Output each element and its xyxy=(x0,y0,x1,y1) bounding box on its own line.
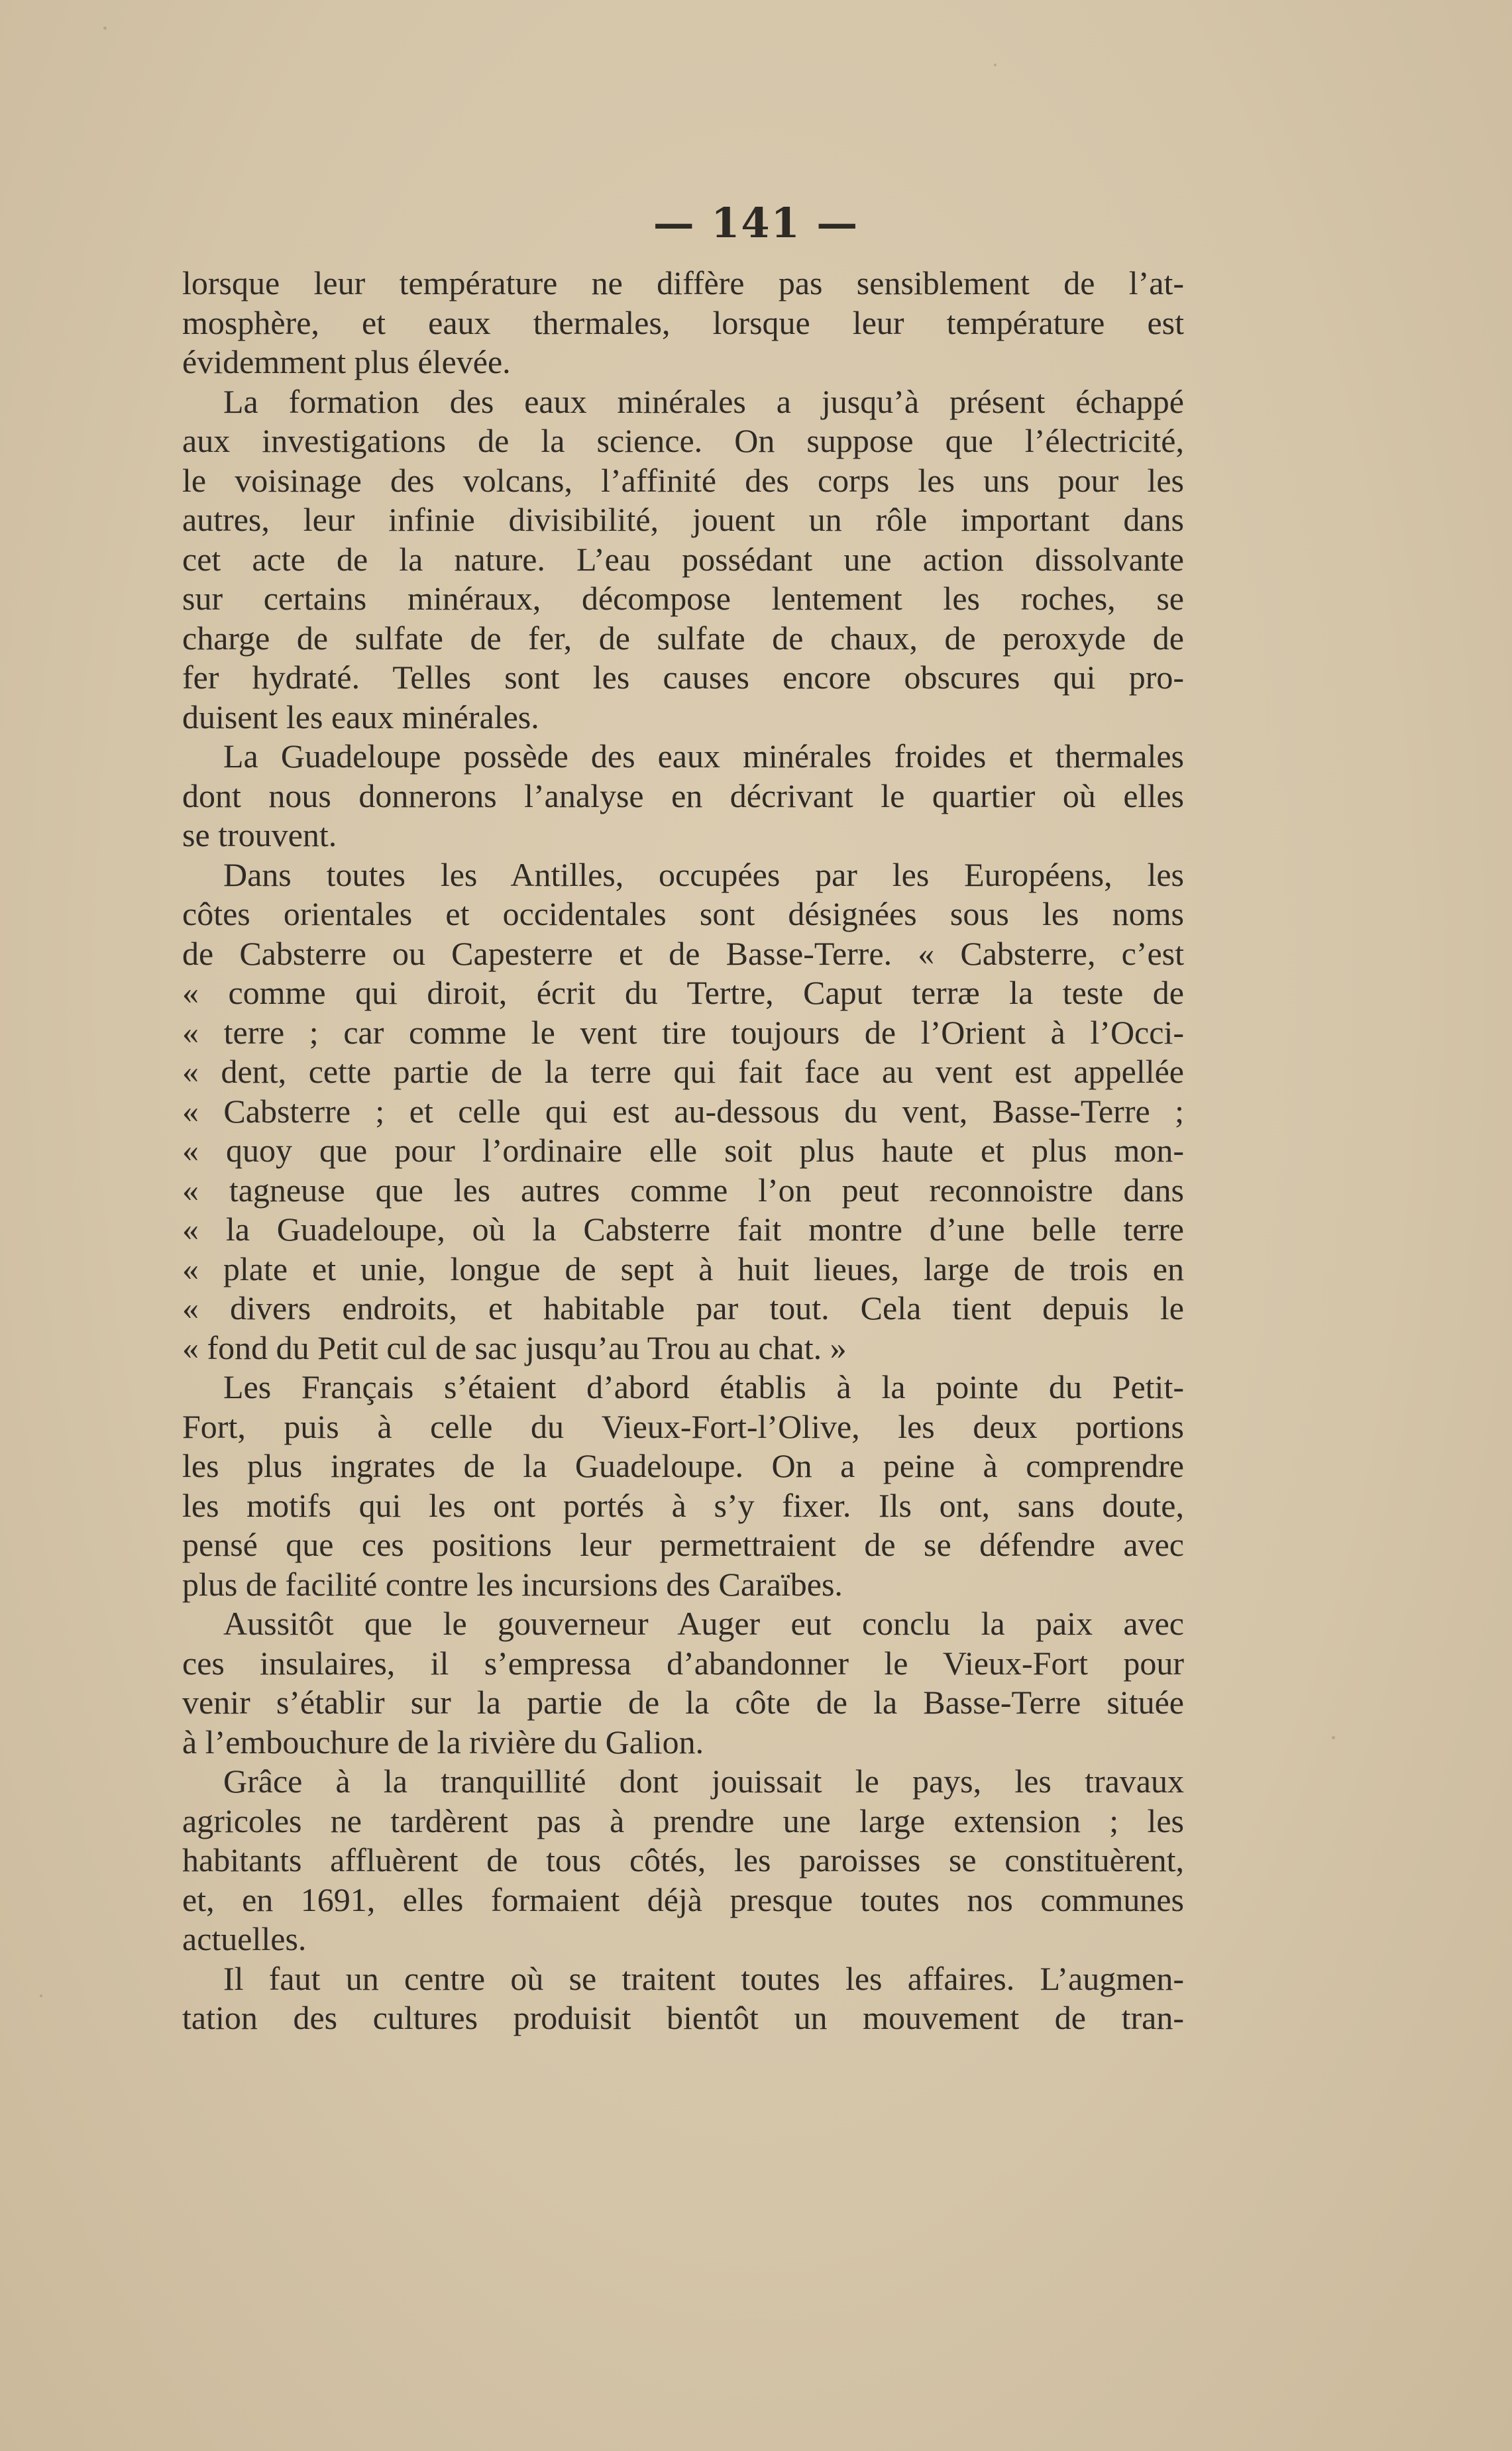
text-line: fer hydraté. Telles sont les causes encore obscures qui pro- xyxy=(182,659,1184,696)
text-line: habitants affluèrent de tous côtés, les paroisses se constituèrent, xyxy=(182,1841,1184,1879)
text-line: sur certains minéraux, décompose lentement les roches, se xyxy=(182,580,1184,617)
text-line: dont nous donnerons l’analyse en décrivant le quartier où elles xyxy=(182,777,1184,814)
text-line: lorsque leur température ne diffère pas sensiblement de l’at- xyxy=(182,264,1184,301)
text-line: « terre ; car comme le vent tire toujours de l’Orient à l’Occi- xyxy=(182,1013,1184,1051)
text-line: « Cabsterre ; et celle qui est au-dessous du vent, Basse-Terre ; xyxy=(182,1092,1184,1130)
text-line: le voisinage des volcans, l’affinité des corps les uns pour les xyxy=(182,461,1184,499)
text-line: les motifs qui les ont portés à s’y fixer. Ils ont, sans doute, xyxy=(182,1486,1184,1524)
text-line: Grâce à la tranquillité dont jouissait le pays, les travaux xyxy=(223,1763,1184,1800)
page-number: — 141 — xyxy=(653,199,859,247)
text-line: Les Français s’étaient d’abord établis à la pointe du Petit- xyxy=(223,1368,1184,1405)
text-line: les plus ingrates de la Guadeloupe. On a peine à comprendre xyxy=(182,1447,1184,1484)
text-line: côtes orientales et occidentales sont désignées sous les noms xyxy=(182,895,1184,932)
text-line: aux investigations de la science. On suppose que l’électricité, xyxy=(182,422,1184,459)
paper-speck xyxy=(994,64,997,66)
body-text xyxy=(182,264,1184,2038)
text-line: évidemment plus élevée. xyxy=(182,343,511,380)
text-line: pensé que ces positions leur permettraient de se défendre avec xyxy=(182,1526,1184,1563)
text-line: et, en 1691, elles formaient déjà presque toutes nos communes xyxy=(182,1880,1184,1918)
text-line: « dent, cette partie de la terre qui fait face au vent est appellée xyxy=(182,1053,1184,1090)
text-line: « la Guadeloupe, où la Cabsterre fait montre d’une belle terre xyxy=(182,1211,1184,1248)
text-line: « fond du Petit cul de sac jusqu’au Trou au chat. » xyxy=(182,1329,847,1366)
paper-speck xyxy=(103,27,107,30)
text-line: duisent les eaux minérales. xyxy=(182,698,539,735)
text-line: « plate et unie, longue de sept à huit lieues, large de trois en xyxy=(182,1250,1184,1287)
text-line: à l’embouchure de la rivière du Galion. xyxy=(182,1723,704,1761)
text-line: se trouvent. xyxy=(182,816,337,853)
text-line: La formation des eaux minérales a jusqu’à présent échappé xyxy=(223,382,1184,420)
text-line: de Cabsterre ou Capesterre et de Basse-Terre. « Cabsterre, c’est xyxy=(182,934,1184,972)
text-line: « comme qui diroit, écrit du Tertre, Caput terræ la teste de xyxy=(182,974,1184,1011)
text-line: charge de sulfate de fer, de sulfate de chaux, de peroxyde de xyxy=(182,619,1184,657)
text-line: Il faut un centre où se traitent toutes les affaires. L’augmen- xyxy=(223,1959,1184,1997)
paper-speck xyxy=(40,1994,42,1997)
text-line: Aussitôt que le gouverneur Auger eut conclu la paix avec xyxy=(223,1605,1184,1642)
text-line: « quoy que pour l’ordinaire elle soit plus haute et plus mon- xyxy=(182,1132,1184,1169)
paper-speck xyxy=(1332,1736,1335,1739)
text-line: « tagneuse que les autres comme l’on peut reconnoistre dans xyxy=(182,1171,1184,1209)
text-line: autres, leur infinie divisibilité, jouent un rôle important dans xyxy=(182,501,1184,538)
text-line: venir s’établir sur la partie de la côte de la Basse-Terre située xyxy=(182,1684,1184,1721)
text-line: cet acte de la nature. L’eau possédant une action dissolvante xyxy=(182,540,1184,578)
text-line: Dans toutes les Antilles, occupées par les Européens, les xyxy=(223,855,1184,893)
text-line: « divers endroits, et habitable par tout. Cela tient depuis le xyxy=(182,1289,1184,1327)
text-line: mosphère, et eaux thermales, lorsque leur température est xyxy=(182,303,1184,341)
text-line: tation des cultures produisit bientôt un mouvement de tran- xyxy=(182,1999,1184,2036)
text-line: actuelles. xyxy=(182,1920,307,1957)
text-line: plus de facilité contre les incursions des Caraïbes. xyxy=(182,1565,843,1603)
text-line: Fort, puis à celle du Vieux-Fort-l’Olive, les deux portions xyxy=(182,1407,1184,1445)
text-line: La Guadeloupe possède des eaux minérales froides et thermales xyxy=(223,737,1184,775)
text-line: agricoles ne tardèrent pas à prendre une large extension ; les xyxy=(182,1802,1184,1839)
text-line: ces insulaires, il s’empressa d’abandonner le Vieux-Fort pour xyxy=(182,1644,1184,1682)
